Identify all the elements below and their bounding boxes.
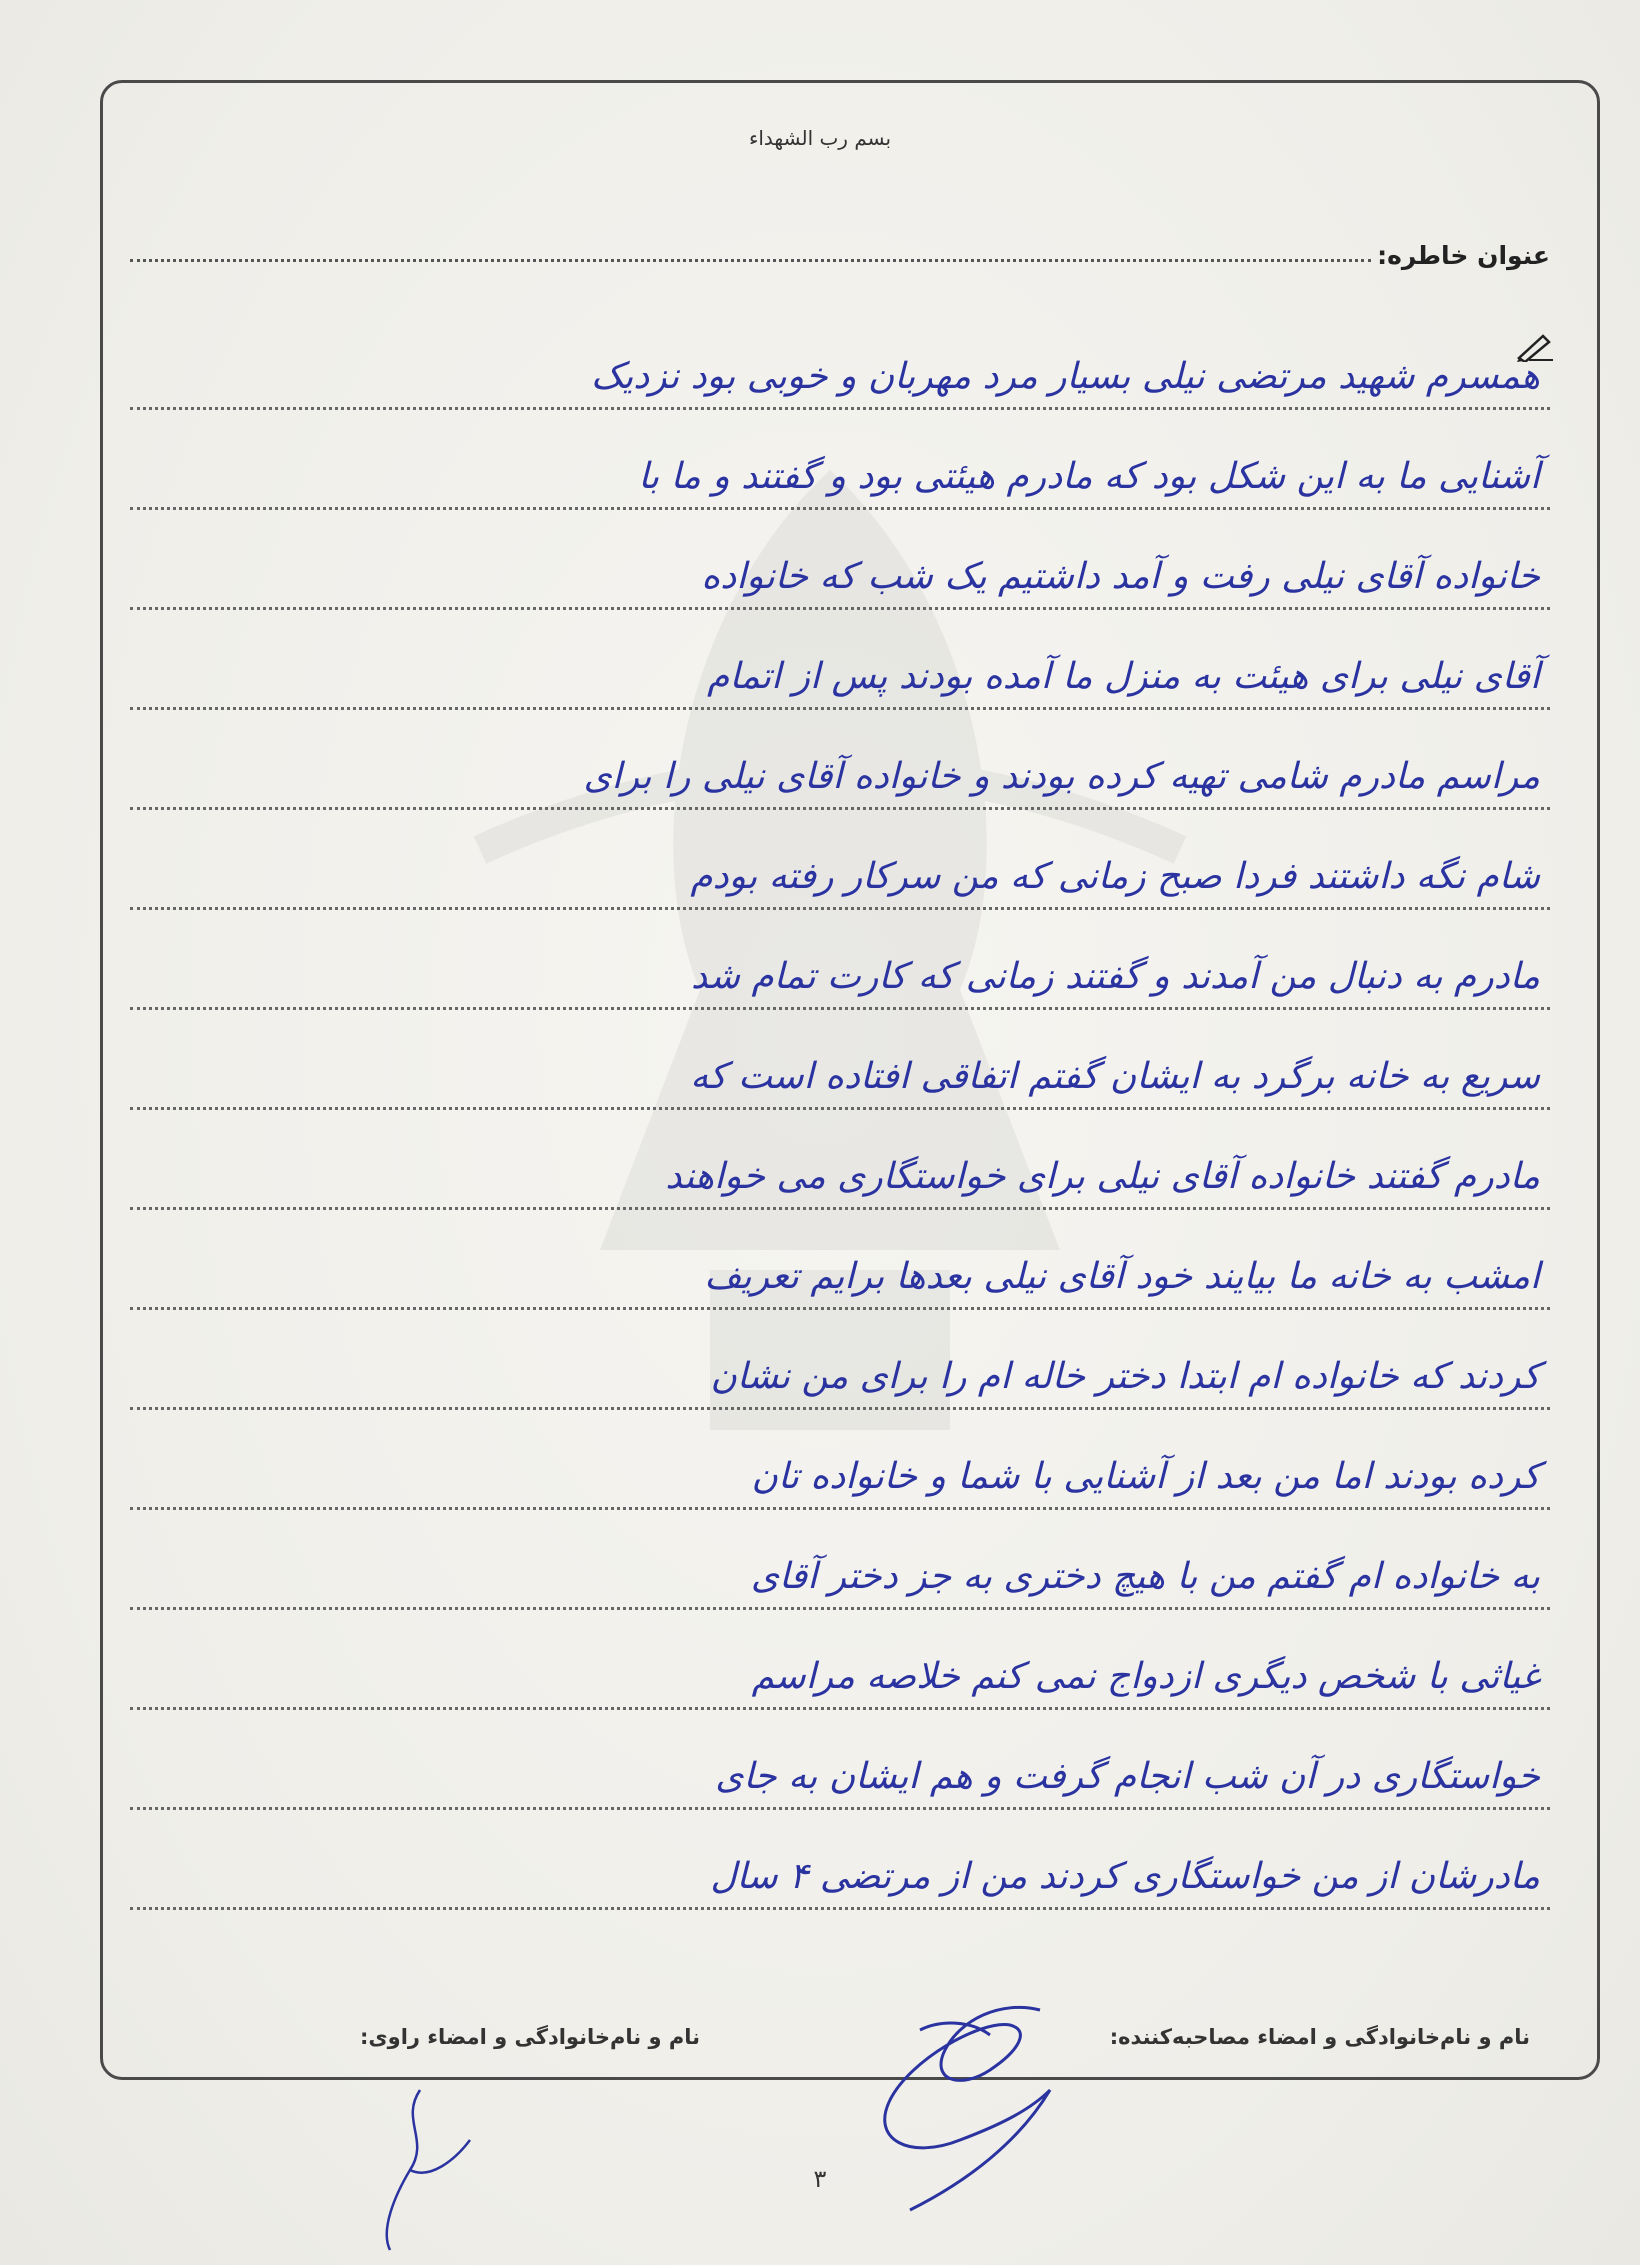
handwritten-line-text: خواستگاری در آن شب انجام گرفت و هم ایشان به جای [715, 1756, 1540, 1797]
writing-line [130, 1110, 1550, 1210]
handwritten-line-text: سریع به خانه برگرد به ایشان گفتم اتفاقی افتاده است که [690, 1056, 1540, 1097]
handwritten-line-text: به خانواده ام گفتم من با هیچ دختری به جز دختر آقای [750, 1556, 1540, 1597]
title-dotted-line [130, 258, 1371, 262]
handwritten-line-text: مادرم گفتند خانواده آقای نیلی برای خواستگاری می خواهند [665, 1156, 1540, 1197]
writing-line [130, 1410, 1550, 1510]
writing-line [130, 910, 1550, 1010]
handwritten-line-text: خانواده آقای نیلی رفت و آمد داشتیم یک شب که خانواده [701, 556, 1540, 597]
writing-line [130, 1010, 1550, 1110]
writing-line [130, 1610, 1550, 1710]
writing-line [130, 810, 1550, 910]
writing-line [130, 1710, 1550, 1810]
writing-line [130, 1210, 1550, 1310]
memory-title-row [130, 230, 1550, 270]
interviewer-signature-label: نام و نام‌خانوادگی و امضاء مصاحبه‌کننده: [1109, 2025, 1530, 2049]
writing-line [130, 1810, 1550, 1910]
memory-text-lines [130, 310, 1550, 1910]
handwritten-line-text: مادرشان از من خواستگاری کردند من از مرتضی ۴ سال [710, 1856, 1540, 1897]
handwritten-line-text: کرده بودند اما من بعد از آشنایی با شما و خانواده تان [751, 1456, 1540, 1497]
page-header-bismillah: بسم رب الشهداء [748, 126, 892, 150]
narrator-signature-label: نام و نام‌خانوادگی و امضاء راوی: [360, 2025, 700, 2049]
writing-line [130, 1510, 1550, 1610]
writing-line [130, 610, 1550, 710]
writing-line [130, 1310, 1550, 1410]
writing-line [130, 310, 1550, 410]
handwritten-line-text: مراسم مادرم شامی تهیه کرده بودند و خانواده آقای نیلی را برای [583, 756, 1540, 797]
handwritten-line-text: کردند که خانواده ام ابتدا دختر خاله ام را برای من نشان [710, 1356, 1540, 1397]
handwritten-line-text: آشنایی ما به این شکل بود که مادرم هیئتی بود و گفتند و ما با [638, 456, 1540, 497]
writing-line [130, 510, 1550, 610]
handwritten-line-text: آقای نیلی برای هیئت به منزل ما آمده بودند پس از اتمام [707, 656, 1540, 697]
handwritten-line-text: مادرم به دنبال من آمدند و گفتند زمانی که کارت تمام شد [691, 956, 1540, 997]
writing-line [130, 710, 1550, 810]
handwritten-line-text: شام نگه داشتند فردا صبح زمانی که من سرکار رفته بودم [690, 856, 1540, 897]
page-number: ۳ [813, 2165, 827, 2193]
handwritten-line-text: امشب به خانه ما بیایند خود آقای نیلی بعدها برایم تعریف [704, 1256, 1540, 1297]
memory-title-label: عنوان خاطره: [1377, 241, 1550, 270]
handwritten-line-text: غیاثی با شخص دیگری ازدواج نمی کنم خلاصه مراسم [751, 1656, 1540, 1697]
handwritten-line-text: همسرم شهید مرتضی نیلی بسیار مرد مهربان و خوبی بود نزدیک [591, 356, 1540, 397]
writing-line [130, 410, 1550, 510]
